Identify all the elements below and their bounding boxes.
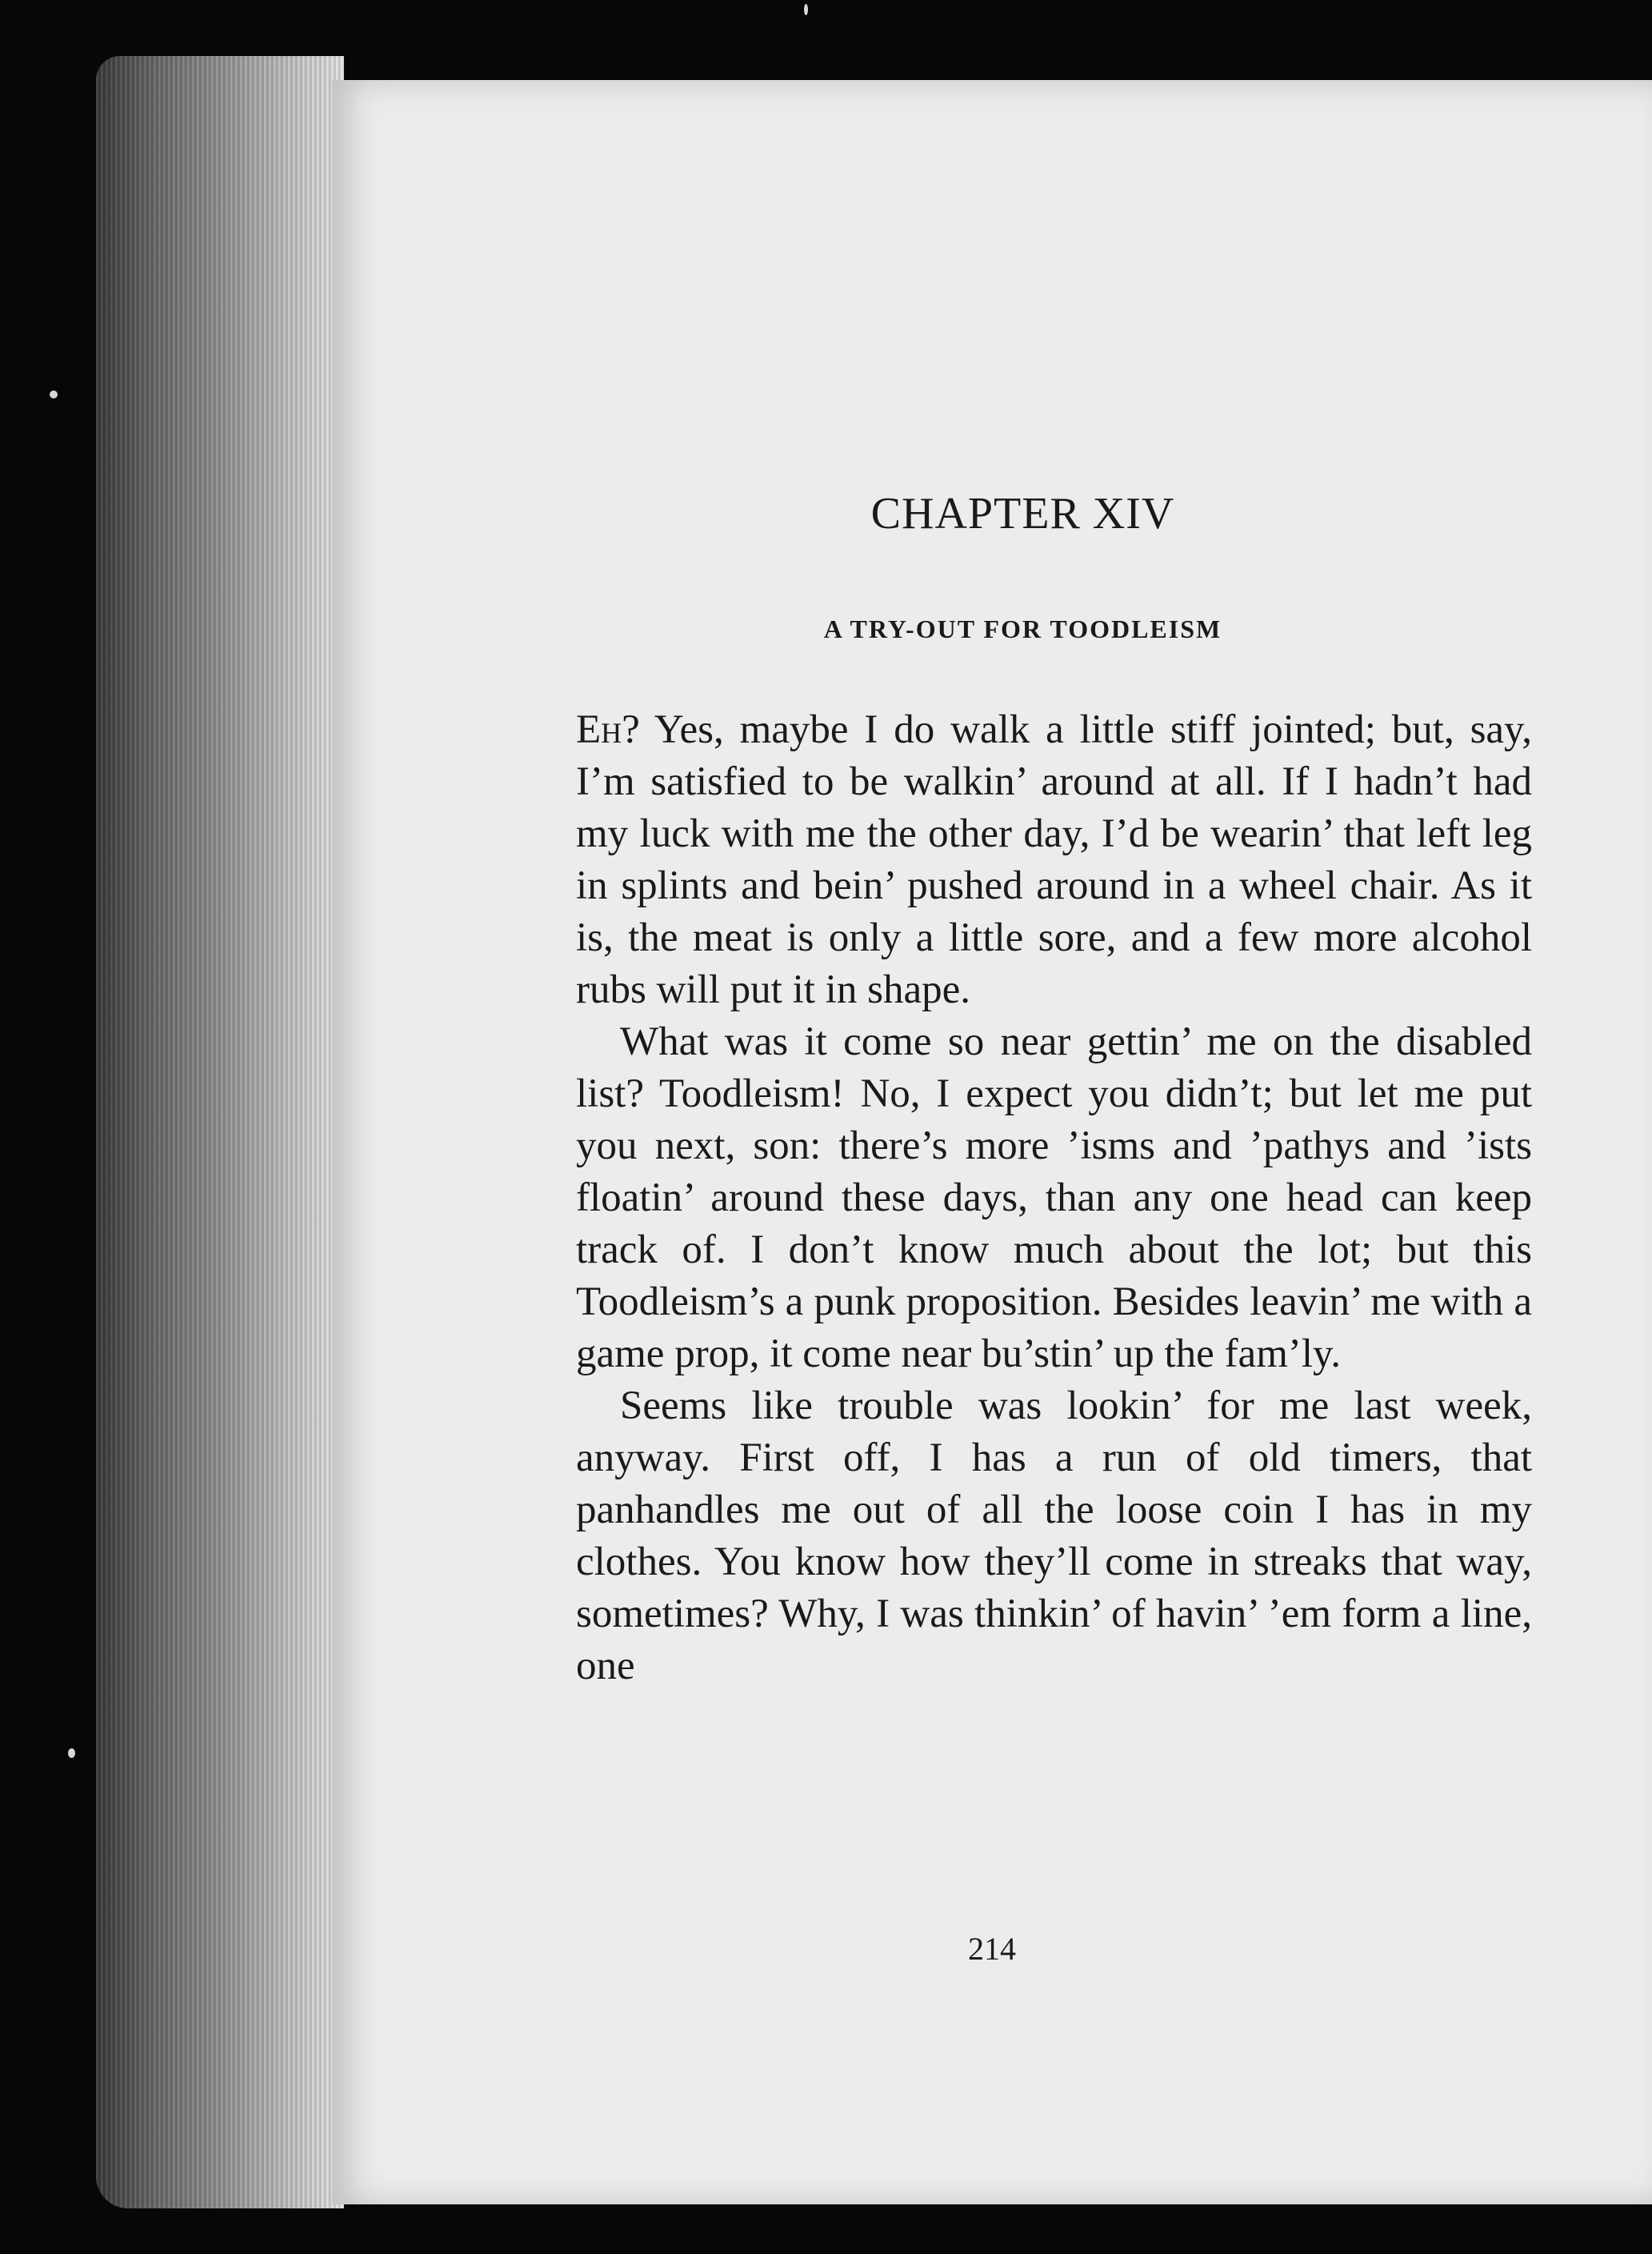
chapter-number: CHAPTER XIV — [870, 489, 1175, 538]
page-number: 214 — [968, 1931, 1016, 1967]
paragraph-lead-word: Eh? — [576, 707, 640, 752]
paragraph-text: Yes, maybe I do walk a little stiff jointed; but, say, I’m satisfied to be walkin’ around at all. If I hadn’t had my luck with me the other day, I’d be wearin’ that left leg in splints and bein’ pushed around in a wheel chair. As it is, the meat is only a little sore, and a few more alcohol rubs will put it in shape. — [576, 707, 1532, 1012]
paragraph — [576, 1380, 1532, 1692]
dust-speck — [68, 1748, 75, 1758]
dust-speck — [50, 390, 58, 398]
chapter-heading: A TRY-OUT FOR TOODLEISM — [823, 615, 1222, 643]
paragraph — [576, 1016, 1532, 1380]
dust-speck — [804, 4, 808, 15]
paragraph — [576, 704, 1532, 1016]
chapter-body — [576, 704, 1532, 1692]
book-page-edges — [96, 56, 344, 2208]
paragraph-text: Seems like trouble was lookin’ for me last week, anyway. First off, I has a run of old timers, that panhandles me out of all the loose coin I has in my clothes. You know how they’ll come in streaks that way, sometimes? Why, I was thinkin’ of havin’ ’em form a line, one — [576, 1383, 1532, 1688]
paragraph-text: What was it come so near gettin’ me on the disabled list? Toodleism! No, I expect you didn’t; but let me put you next, son: there’s more ’isms and ’pathys and ’ists floatin’ around these days, than any one head can keep track of. I don’t know much about the lot; but this Toodleism’s a punk proposition. Besides leavin’ me with a game prop, it come near bu’stin’ up the fam’ly. — [576, 1019, 1532, 1376]
